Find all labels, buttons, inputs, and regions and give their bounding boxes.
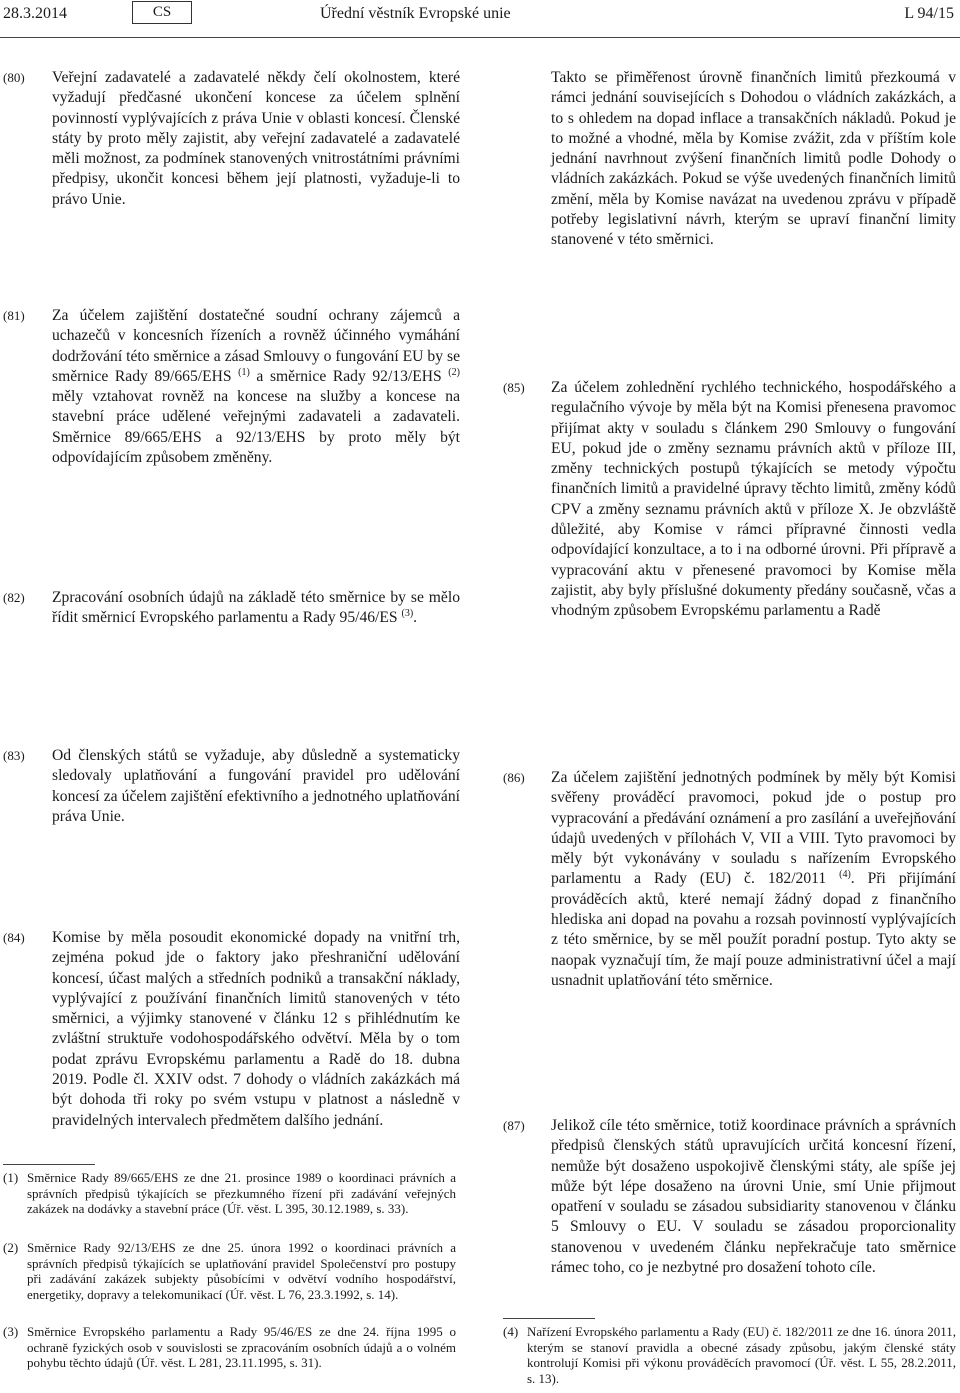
footnote-ref-1[interactable]: (1) <box>238 366 250 378</box>
journal-title: Úřední věstník Evropské unie <box>320 5 511 22</box>
header-rule <box>0 37 960 38</box>
footnote-number-2: (2) <box>3 1240 19 1255</box>
footnote-ref-4[interactable]: (4) <box>839 869 851 881</box>
recital-number-80: (80) <box>3 70 25 85</box>
footnote-separator-left <box>3 1164 95 1165</box>
recital-81-part-b: a směrnice Rady 92/13/EHS <box>256 367 442 385</box>
footnote-separator-right <box>503 1318 595 1319</box>
recital-86-part-a: Za účelem zajištění jednotných podmínek by měly být Komisi svěřeny prováděcí pravomoci, pokud jde o postup pro vypracování a předávání oznámení a pro zasílání a uveřejňování údajů uvedených v přílohách V, VII a VIII. Tyto pravomoci by měly být vykonávány v souladu s nařízením Evropského parlamentu a Rady (EU) č. 182/2011 <box>551 769 956 888</box>
footnote-3-text: Směrnice Evropského parlamentu a Rady 95/46/ES ze dne 24. října 1995 o ochraně fyzických osob v souvislosti se zpracováním osobních údajů a o volném pohybu těchto údajů (Úř. věst. L 281, 23.11.1995, s. 31). <box>27 1324 456 1371</box>
footnote-number-4: (4) <box>503 1324 519 1339</box>
recital-84-continuation: Takto se přiměřenost úrovně finančních limitů přezkoumá v rámci jednání souvisejících s Dohodou o vládních zakázkách, a to s ohledem na dopad inflace a transakčních nákladů. Pokud je to možné a vhodné, měla by Komise zvážit, zda v příštím kole jednání navrhnout zvýšení finančních limitů podle Dohody o vládních zakázkách. Pokud se výše uvedených finančních limitů změní, měla by Komise navázat na uvedenou zprávu v případě potřeby legislativní návrh, kterým se upraví finanční limity stanovené v této směrnici. <box>551 69 956 249</box>
recital-number-81: (81) <box>3 308 25 323</box>
footnote-2-text: Směrnice Rady 92/13/EHS ze dne 25. února 1992 o koordinaci právních a správních předpisů týkajících se uplatňování pravidel Společenství pro postupy při zadávání zakázek subjekty působícími v odvětví vodního hospodářství, energetiky, dopravy a telekomunikací (Úř. věst. L 76, 23.3.1992, s. 14). <box>27 1240 456 1302</box>
footnote-ref-2[interactable]: (2) <box>448 366 460 378</box>
recital-81-part-c: měly vztahovat rovněž na koncese na služby a koncese na stavební práce udělené veřejnými zadavateli a zadavateli. Směrnice 89/665/EHS a 92/13/EHS by proto měly být odpovídajícím způsobem změněny. <box>52 388 460 467</box>
recital-83-text: Od členských států se vyžaduje, aby důsledně a systematicky sledovaly uplatňování a fungování pravidel pro udělování koncesí za účelem zajištění efektivního a jednotného uplatňování práva Unie. <box>52 747 460 825</box>
footnote-4-text: Nařízení Evropského parlamentu a Rady (EU) č. 182/2011 ze dne 16. února 2011, kterým se stanoví pravidla a obecné zásady způsobu, jakým členské státy kontrolují Komisi při výkonu prováděcích pravomocí (Úř. věst. L 55, 28.2.2011, s. 13). <box>527 1324 956 1386</box>
footnote-ref-3[interactable]: (3) <box>401 608 414 620</box>
recital-number-85: (85) <box>503 380 525 395</box>
recital-number-82: (82) <box>3 590 25 605</box>
recital-87-text: Jelikož cíle této směrnice, totiž koordinace právních a správních předpisů členských států upravujících určitá koncesní řízení, nemůže být dosaženo uspokojivě členskými státy, ale spíše jej může být lépe dosaženo na úrovni Unie, smí Unie přijmout opatření v souladu se zásadou subsidiarity stanovenou v článku 5 Smlouvy o EU. V souladu se zásadou proporcionality stanovenou v uvedeném článku nepřekračuje tato směrnice rámec toho, co je nezbytné pro dosažení tohoto cíle. <box>551 1117 956 1277</box>
recital-85-text: Za účelem zohlednění rychlého technického, hospodářského a regulačního vývoje by měla být na Komisi přenesena pravomoc přijímat akty v souladu s článkem 290 Smlouvy o fungování EU, pokud jde o změny seznamu právních aktů v příloze III, změny technických postupů týkajících se metody výpočtu finančních limitů a pravidelné úpravy těchto limitů, změny kódů CPV a změny seznamu právních aktů v příloze X. Je obzvláště důležité, aby Komise v rámci přípravné činnosti vedla odpovídající konzultace, a to i na odborné úrovni. Při přípravě a vypracování aktu v přenesené pravomoci by Komise měla zajistit, aby byly příslušné dokumenty předány současně, včas a vhodným způsobem Evropskému parlamentu a Radě <box>551 379 956 620</box>
language-code-box: CS <box>132 1 192 24</box>
recital-number-84: (84) <box>3 930 25 945</box>
recital-82-text <box>52 588 460 629</box>
recital-80-text: Veřejní zadavatelé a zadavatelé někdy čelí okolnostem, které vyžadují předčasné ukončení koncese za účelem splnění povinností vyplývajících z práva Unie v oblasti koncesí. Členské státy by proto měly zajistit, aby veřejní zadavatelé a zadavatelé měli možnost, za podmínek stanovených vnitrostátními právními předpisy, ukončit koncesi během její platnosti, vyžaduje-li to právo Unie. <box>52 69 460 208</box>
recital-82-part-b: . <box>413 609 418 627</box>
page-header <box>0 0 960 38</box>
footnote-number-3: (3) <box>3 1324 19 1339</box>
recital-84-text: Komise by měla posoudit ekonomické dopady na vnitřní trh, zejména pokud jde o faktory jako přeshraniční udělování koncesí, účast malých a středních podniků a transakční náklady, vyplývající z používání finančních limitů stanovených v této směrnici, a výjimky stanovené v článku 12 s přihlédnutím ke zvláštní struktuře vodohospodářského odvětví. Měla by o tom podat zprávu Evropskému parlamentu a Radě do 18. dubna 2019. Podle čl. XXIV odst. 7 dohody o vládních zakázkách má být dohoda tři roky po svém vstupu v platnost a následně v pravidelných intervalech předmětem dalšího jednání. <box>52 929 460 1129</box>
recital-86-part-b: . Při přijímání prováděcích aktů, které nemají žádný dopad z finančního hlediska ani dopad na povahu a rozsah povinností vyplývajících z této směrnice, by se měl použít poradní postup. Tyto akty se naopak vyznačují tím, že mají pouze administrativní účel a mají usnadnit uplatňování této směrnice. <box>551 870 956 989</box>
recital-81-text <box>52 306 460 468</box>
recital-81-part-a: Za účelem zajištění dostatečné soudní ochrany zájemců a uchazečů v koncesních řízeních a rovněž účinného vymáhání dodržování této směrnice a zásad Smlouvy o fungování EU by se směrnice Rady 89/665/EHS <box>52 307 460 385</box>
recital-number-87: (87) <box>503 1118 525 1133</box>
recital-86-text <box>551 768 956 991</box>
page-number: L 94/15 <box>904 5 954 22</box>
footnote-number-1: (1) <box>3 1170 19 1185</box>
footnote-1-text: Směrnice Rady 89/665/EHS ze dne 21. prosince 1989 o koordinaci právních a správních předpisů týkajících se přezkumného řízení při zadávání veřejných zakázek na dodávky a stavební práce (Úř. věst. L 395, 30.12.1989, s. 33). <box>27 1170 456 1217</box>
recital-82-part-a: Zpracování osobních údajů na základě této směrnice by se mělo řídit směrnicí Evropského parlamentu a Rady 95/46/ES <box>52 589 460 627</box>
publication-date: 28.3.2014 <box>3 5 67 22</box>
recital-number-86: (86) <box>503 770 525 785</box>
recital-number-83: (83) <box>3 748 25 763</box>
